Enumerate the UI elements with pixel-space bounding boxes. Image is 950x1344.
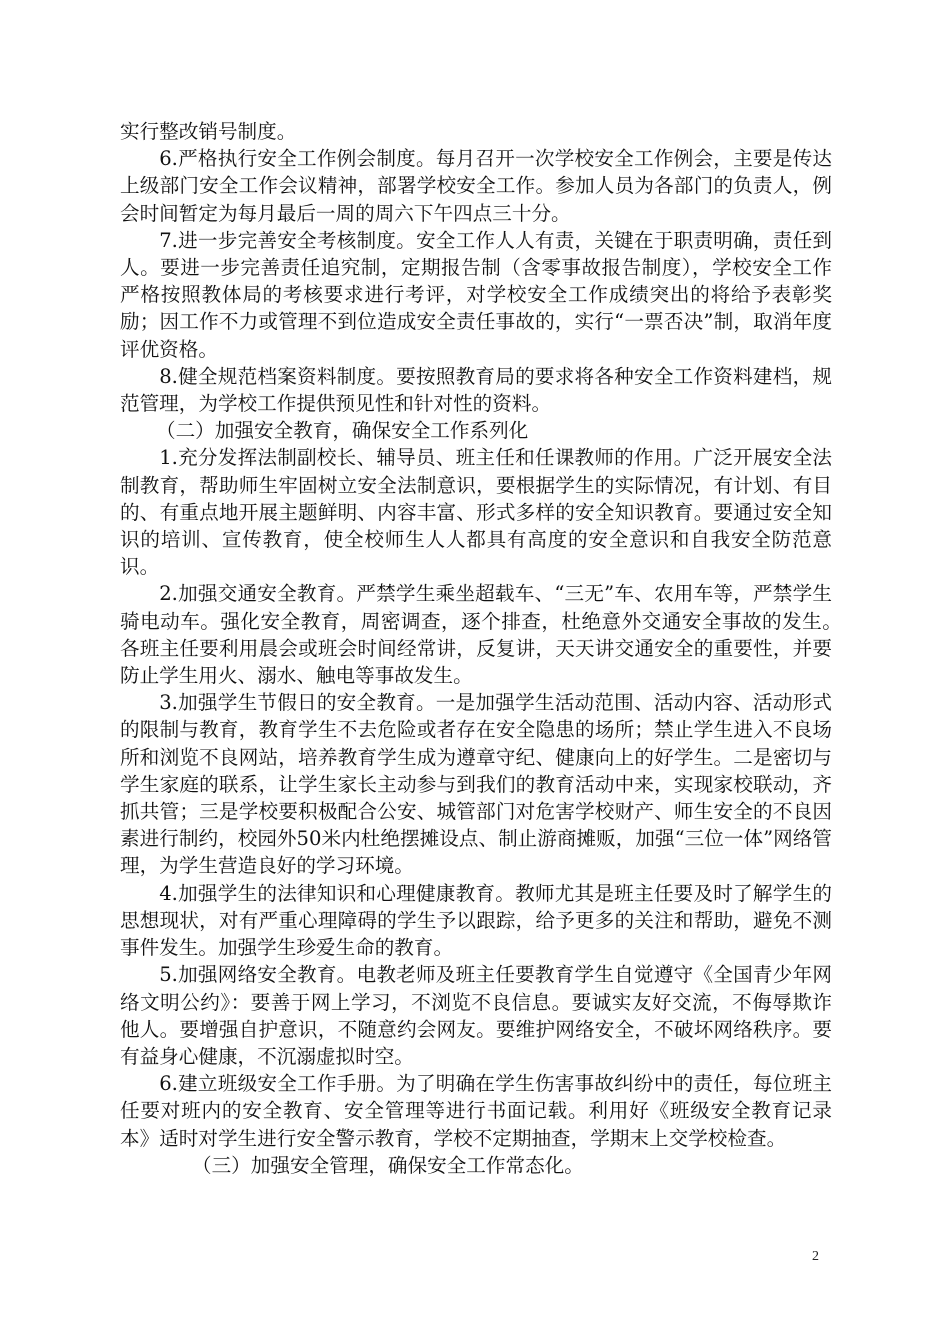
paragraph-rectification: 实行整改销号制度。	[120, 120, 297, 143]
paragraph-item-6-meeting-system: 6.严格执行安全工作例会制度。每月召开一次学校安全工作例会，主要是传达上级部门安全工作会议精神，部署学校安全工作。参加人员为各部门的负责人，例会时间暂定为每月最后一周的周六下午四点三十分。	[120, 147, 832, 225]
paragraph-item-3-holiday-safety: 3.加强学生节假日的安全教育。一是加强学生活动范围、活动内容、活动形式的限制与教育，教育学生不去危险或者存在安全隐患的场所；禁止学生进入不良场所和浏览不良网站，培养教育学生成为遵章守纪、健康向上的好学生。二是密切与学生家庭的联系，让学生家长主动参与到我们的教育活动中来，实现家校联动，齐抓共管；三是学校要积极配合公安、城管部门对危害学校财产、师生安全的不良因素进行制约，校园外50米内杜绝摆摊设点、制止游商摊贩，加强“三位一体”网络管理，为学生营造良好的学习环境。	[120, 691, 832, 878]
paragraph-item-8-archive-system: 8.健全规范档案资料制度。要按照教育局的要求将各种安全工作资料建档，规范管理，为学校工作提供预见性和针对性的资料。	[120, 364, 832, 416]
paragraph-item-1-legal-education: 1.充分发挥法制副校长、辅导员、班主任和任课教师的作用。广泛开展安全法制教育，帮助师生牢固树立安全法制意识，要根据学生的实际情况，有计划、有目的、有重点地开展主题鲜明、内容丰富、形式多样的安全知识教育。要通过安全知识的培训、宣传教育，使全校师生人人都具有高度的安全意识和自我安全防范意识。	[120, 446, 832, 579]
paragraph-item-6-class-safety-manual: 6.建立班级安全工作手册。为了明确在学生伤害事故纠纷中的责任，每位班主任要对班内的安全教育、安全管理等进行书面记载。利用好《班级安全教育记录本》适时对学生进行安全警示教育，学校不定期抽查，学期末上交学校检查。	[120, 1072, 832, 1150]
section-heading-safety-education: （二）加强安全教育，确保安全工作系列化	[156, 419, 529, 443]
section-heading-safety-management: （三）加强安全管理，确保安全工作常态化。	[192, 1153, 584, 1177]
page-number: 2	[812, 1249, 819, 1264]
paragraph-item-4-psychological-health: 4.加强学生的法律知识和心理健康教育。教师尤其是班主任要及时了解学生的思想现状，对有严重心理障碍的学生予以跟踪，给予更多的关注和帮助，避免不测事件发生。加强学生珍爱生命的教育。	[120, 881, 832, 960]
document-body	[120, 118, 852, 1179]
paragraph-item-7-assessment-system: 7.进一步完善安全考核制度。安全工作人人有责，关键在于职责明确，责任到人。要进一步完善责任追究制，定期报告制（含零事故报告制度），学校安全工作严格按照教体局的考核要求进行考评，对学校安全工作成绩突出的将给予表彰奖励；因工作不力或管理不到位造成安全责任事故的，实行“一票否决”制，取消年度评优资格。	[120, 228, 832, 361]
paragraph-item-2-traffic-safety: 2.加强交通安全教育。严禁学生乘坐超载车、“三无”车、农用车等，严禁学生骑电动车。强化安全教育，周密调查，逐个排查，杜绝意外交通安全事故的发生。 各班主任要利用晨会或班会时间经常讲，反复讲，天天讲交通安全的重要性，并要防止学生用火、溺水、触电等事故发生。	[120, 582, 852, 688]
paragraph-item-5-network-safety: 5.加强网络安全教育。电教老师及班主任要教育学生自觉遵守《全国青少年网络文明公约》：要善于网上学习，不浏览不良信息。要诚实友好交流，不侮辱欺诈他人。要增强自护意识，不随意约会网友。要维护网络安全，不破坏网络秩序。要有益身心健康，不沉溺虚拟时空。	[120, 963, 832, 1068]
